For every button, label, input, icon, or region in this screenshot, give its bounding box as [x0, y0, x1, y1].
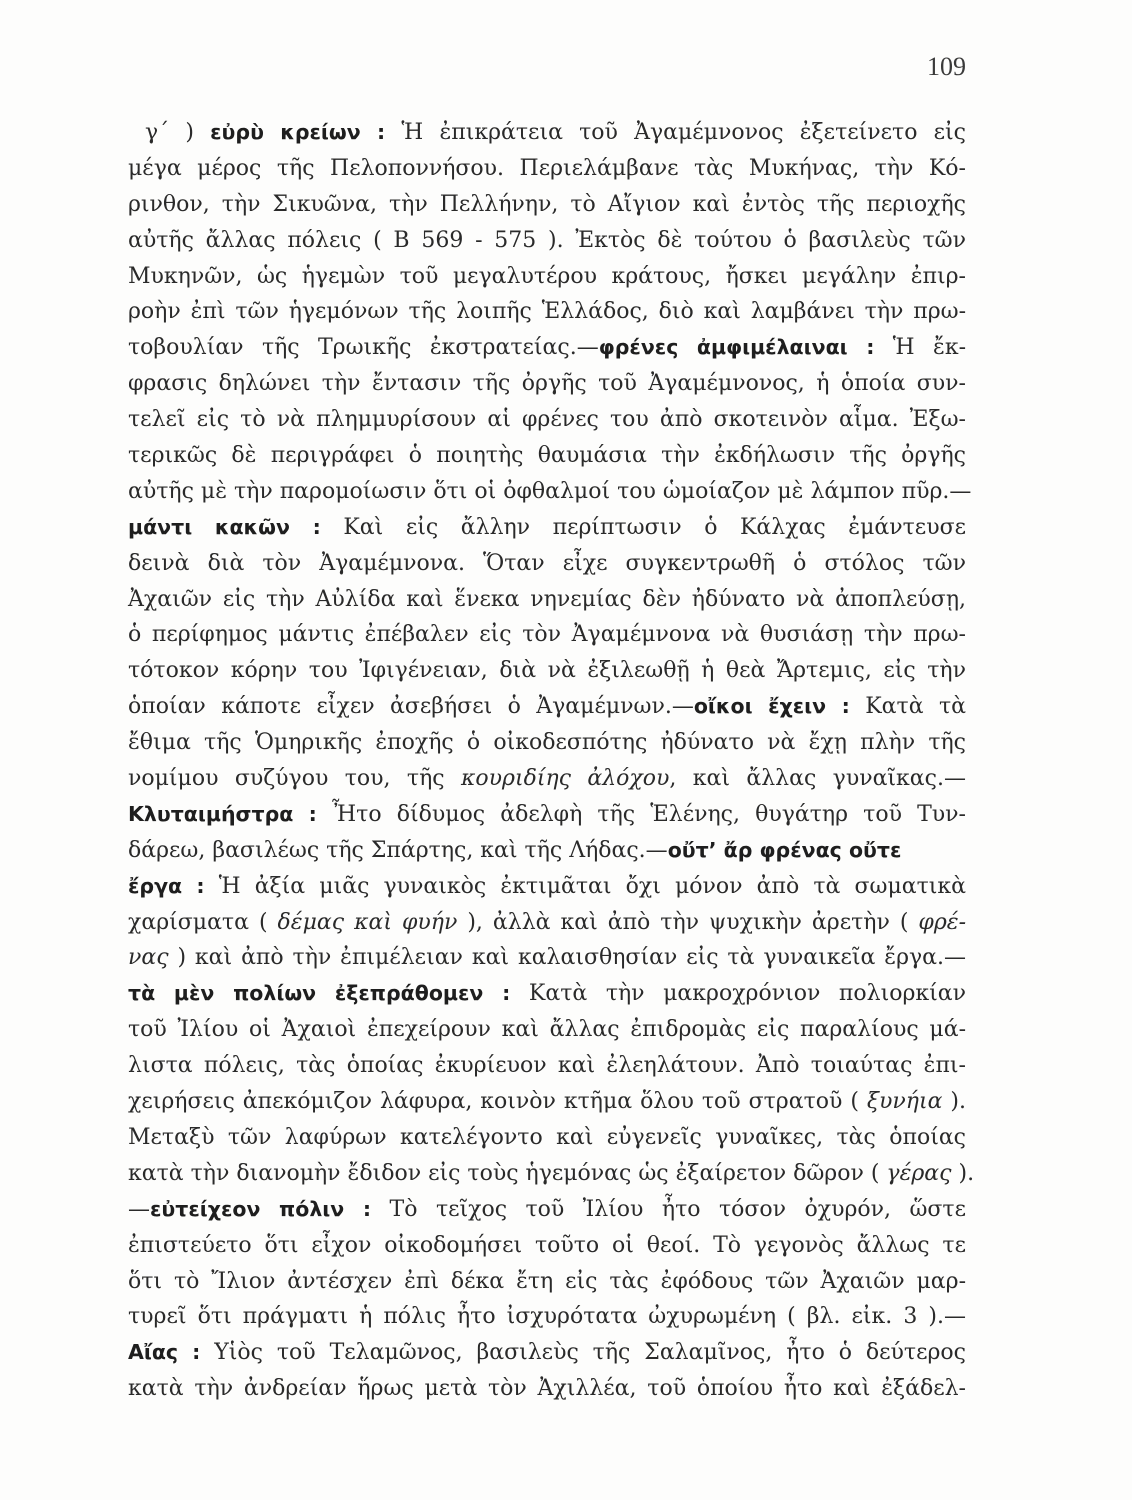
text-segment: τελεῖ εἰς τὸ νὰ πλημμυρίσουν αἱ φρένες του ἀπὸ σκοτεινὸν αἷμα. Ἐξω-: [128, 407, 966, 433]
lemma-heading: φρένες ἀμφιμέλαιναι :: [598, 335, 875, 360]
text-line: [128, 761, 966, 797]
text-segment: Ἦτο δίδυμος ἀδελφὴ τῆς Ἑλένης, θυγάτηρ τοῦ Τυν-: [316, 801, 966, 827]
italic-quote: γέρας: [886, 1160, 952, 1186]
text-segment: μέγα μέρος τῆς Πελοποννήσου. Περιελάμβανε τὰς Μυκήνας, τὴν Κό-: [128, 155, 966, 181]
italic-quote: νας: [128, 945, 169, 971]
text-segment: Τὸ τεῖχος τοῦ Ἰλίου ἦτο τόσον ὀχυρόν, ὥστε: [371, 1196, 966, 1222]
text-segment: φρασις δηλώνει τὴν ἔντασιν τῆς ὀργῆς τοῦ Ἀγαμέμνονος, ἡ ὁποία συν-: [128, 371, 966, 397]
text-line: [128, 797, 966, 833]
lemma-heading: οἴκοι ἔχειν :: [693, 694, 850, 719]
text-segment: Κατὰ τὴν μακροχρόνιον πολιορκίαν: [510, 981, 966, 1007]
text-segment: νομίμου συζύγου του, τῆς: [128, 766, 461, 792]
text-line: [128, 546, 966, 582]
text-segment: , καὶ ἄλλας γυναῖκας.—: [669, 766, 966, 792]
text-line: [128, 689, 966, 725]
text-line: [128, 151, 966, 187]
text-segment: ), ἀλλὰ καὶ ἀπὸ τὴν ψυχικὴν ἀρετὴν (: [457, 909, 919, 935]
text-segment: ἔθιμα τῆς Ὁμηρικῆς ἐποχῆς ὁ οἰκοδεσπότης ἠδύνατο νὰ ἔχῃ πλὴν τῆς: [128, 730, 966, 756]
text-line: [128, 366, 966, 402]
text-segment: αὐτῆς μὲ τὴν παρομοίωσιν ὅτι οἱ ὀφθαλμοί του ὡμοίαζον μὲ λάμπον πῦρ.—: [128, 478, 972, 504]
commentary-text: [128, 115, 975, 1407]
text-segment: ).: [951, 1160, 975, 1186]
text-segment: ὅτι τὸ Ἴλιον ἀντέσχεν ἐπὶ δέκα ἔτη εἰς τὰς ἐφόδους τῶν Ἀχαιῶν μαρ-: [128, 1268, 966, 1294]
text-segment: χαρίσματα (: [128, 909, 278, 935]
text-segment: Ἀχαιῶν εἰς τὴν Αὐλίδα καὶ ἕνεκα νηνεμίας δὲν ἠδύνατο νὰ ἀποπλεύσῃ,: [128, 586, 966, 612]
italic-quote: φρέ-: [918, 909, 966, 935]
lemma-heading: Κλυταιμήστρα :: [128, 801, 317, 826]
text-segment: δεινὰ διὰ τὸν Ἀγαμέμνονα. Ὅταν εἶχε συγκεντρωθῆ ὁ στόλος τῶν: [128, 550, 966, 576]
text-segment: τυρεῖ ὅτι πράγματι ἡ πόλις ἦτο ἰσχυρότατα ὠχυρωμένη ( βλ. εἰκ. 3 ).—: [128, 1304, 966, 1330]
text-segment: Κατὰ τὰ: [849, 694, 966, 720]
text-line: [128, 725, 966, 761]
text-segment: ) καὶ ἀπὸ τὴν ἐπιμέλειαν καὶ καλαισθησίαν εἰς τὰ γυναικεῖα ἔργα.—: [168, 945, 966, 971]
text-segment: ἐπιστεύετο ὅτι εἶχον οἰκοδομήσει τοῦτο οἱ θεοί. Τὸ γεγονὸς ἄλλως τε: [128, 1232, 966, 1258]
lemma-heading: Αἴας :: [128, 1340, 201, 1365]
page-number: 109: [927, 52, 966, 81]
text-line: [128, 940, 966, 976]
text-line: [128, 582, 966, 618]
text-line: [128, 617, 966, 653]
text-line: [128, 1371, 966, 1407]
text-line: [128, 1048, 966, 1084]
text-segment: δάρεω, βασιλέως τῆς Σπάρτης, καὶ τῆς Λήδας.—: [128, 837, 668, 863]
text-line: [128, 187, 966, 223]
text-line: [128, 438, 966, 474]
text-line: [128, 402, 966, 438]
text-segment: Ἡ ἐπικράτεια τοῦ Ἀγαμέμνονος ἐξετείνετο εἰς: [385, 120, 966, 145]
lemma-heading: οὔτ’ ἄρ φρένας οὔτε: [667, 837, 902, 862]
text-segment: ).: [942, 1089, 966, 1115]
text-segment: τοβουλίαν τῆς Τρωικῆς ἐκστρατείας.—: [128, 335, 599, 361]
text-line: [128, 330, 966, 366]
text-line: [128, 474, 972, 510]
text-segment: ὁ περίφημος μάντις ἐπέβαλεν εἰς τὸν Ἀγαμέμνονα νὰ θυσιάσῃ τὴν πρω-: [128, 622, 966, 648]
text-line: [128, 1192, 966, 1228]
text-segment: —: [128, 1196, 150, 1222]
text-segment: γ΄ ): [145, 120, 211, 145]
text-segment: κατὰ τὴν διανομὴν ἔδιδον εἰς τοὺς ἡγεμόνας ὡς ἐξαίρετον δῶρον (: [128, 1160, 887, 1186]
text-segment: Ἡ ἀξία μιᾶς γυναικὸς ἐκτιμᾶται ὄχι μόνον ἀπὸ τὰ σωματικὰ: [204, 873, 967, 899]
text-line: [128, 653, 966, 689]
text-segment: τότοκον κόρην του Ἰφιγένειαν, διὰ νὰ ἐξιλεωθῇ ἡ θεὰ Ἄρτεμις, εἰς τὴν: [128, 658, 966, 684]
text-segment: κατὰ τὴν ἀνδρείαν ἥρως μετὰ τὸν Ἀχιλλέα, τοῦ ὁποίου ἦτο καὶ ἐξάδελ-: [128, 1376, 966, 1402]
text-segment: λιστα πόλεις, τὰς ὁποίας ἐκυρίευον καὶ ἐλεηλάτουν. Ἀπὸ τοιαύτας ἐπι-: [128, 1053, 966, 1079]
text-line: [128, 905, 966, 941]
lemma-heading: εὐτείχεον πόλιν :: [150, 1196, 372, 1221]
italic-quote: κουριδίης ἀλόχου: [460, 766, 670, 792]
text-segment: Ἡ ἔκ-: [874, 335, 967, 361]
text-line: [128, 1084, 966, 1120]
text-line: [128, 223, 966, 259]
text-line: [128, 115, 966, 151]
text-line: [128, 1120, 966, 1156]
lemma-heading: μάντι κακῶν :: [128, 514, 321, 539]
text-line: [128, 869, 966, 905]
text-segment: Μυκηνῶν, ὡς ἡγεμὼν τοῦ μεγαλυτέρου κράτους, ἤσκει μεγάλην ἐπιρ-: [128, 263, 966, 289]
text-segment: τερικῶς δὲ περιγράφει ὁ ποιητὴς θαυμάσια τὴν ἐκδήλωσιν τῆς ὀργῆς: [128, 443, 966, 469]
text-segment: Υἱὸς τοῦ Τελαμῶνος, βασιλεὺς τῆς Σαλαμῖνος, ἦτο ὁ δεύτερος: [200, 1340, 966, 1366]
lemma-heading: τὰ μὲν πολίων ἐξεπράθομεν :: [128, 981, 511, 1006]
text-segment: αὐτῆς ἄλλας πόλεις ( Β 569 - 575 ). Ἐκτὸς δὲ τούτου ὁ βασιλεὺς τῶν: [128, 227, 966, 253]
text-segment: ροὴν ἐπὶ τῶν ἡγεμόνων τῆς λοιπῆς Ἑλλάδος, διὸ καὶ λαμβάνει τὴν πρω-: [128, 299, 966, 325]
text-line: [128, 1012, 966, 1048]
text-line: [128, 1299, 966, 1335]
text-line: [128, 1156, 975, 1192]
text-line: [128, 1335, 966, 1371]
text-segment: χειρήσεις ἀπεκόμιζον λάφυρα, κοινὸν κτῆμα ὅλου τοῦ στρατοῦ (: [128, 1089, 867, 1115]
lemma-heading: ἔργα :: [128, 873, 205, 898]
text-segment: Μεταξὺ τῶν λαφύρων κατελέγοντο καὶ εὐγενεῖς γυναῖκες, τὰς ὁποίας: [128, 1124, 966, 1150]
text-segment: Καὶ εἰς ἄλλην περίπτωσιν ὁ Κάλχας ἐμάντευσε: [320, 514, 966, 540]
text-segment: ρινθον, τὴν Σικυῶνα, τὴν Πελλήνην, τὸ Αἴγιον καὶ ἐντὸς τῆς περιοχῆς: [128, 191, 966, 217]
text-line: [128, 1228, 966, 1264]
italic-quote: ξυνήια: [866, 1089, 943, 1115]
text-line: [128, 294, 966, 330]
text-line: [128, 976, 966, 1012]
text-segment: τοῦ Ἰλίου οἱ Ἀχαιοὶ ἐπεχείρουν καὶ ἄλλας ἐπιδρομὰς εἰς παραλίους μά-: [128, 1017, 966, 1043]
text-segment: ὁποίαν κάποτε εἶχεν ἀσεβήσει ὁ Ἀγαμέμνων.—: [128, 694, 694, 720]
text-line: [128, 833, 966, 869]
lemma-heading: εὐρὺ κρείων :: [210, 120, 386, 144]
text-line: [128, 1264, 966, 1300]
text-line: [128, 510, 966, 546]
italic-quote: δέμας καὶ φυήν: [277, 909, 458, 935]
text-line: [128, 259, 966, 295]
